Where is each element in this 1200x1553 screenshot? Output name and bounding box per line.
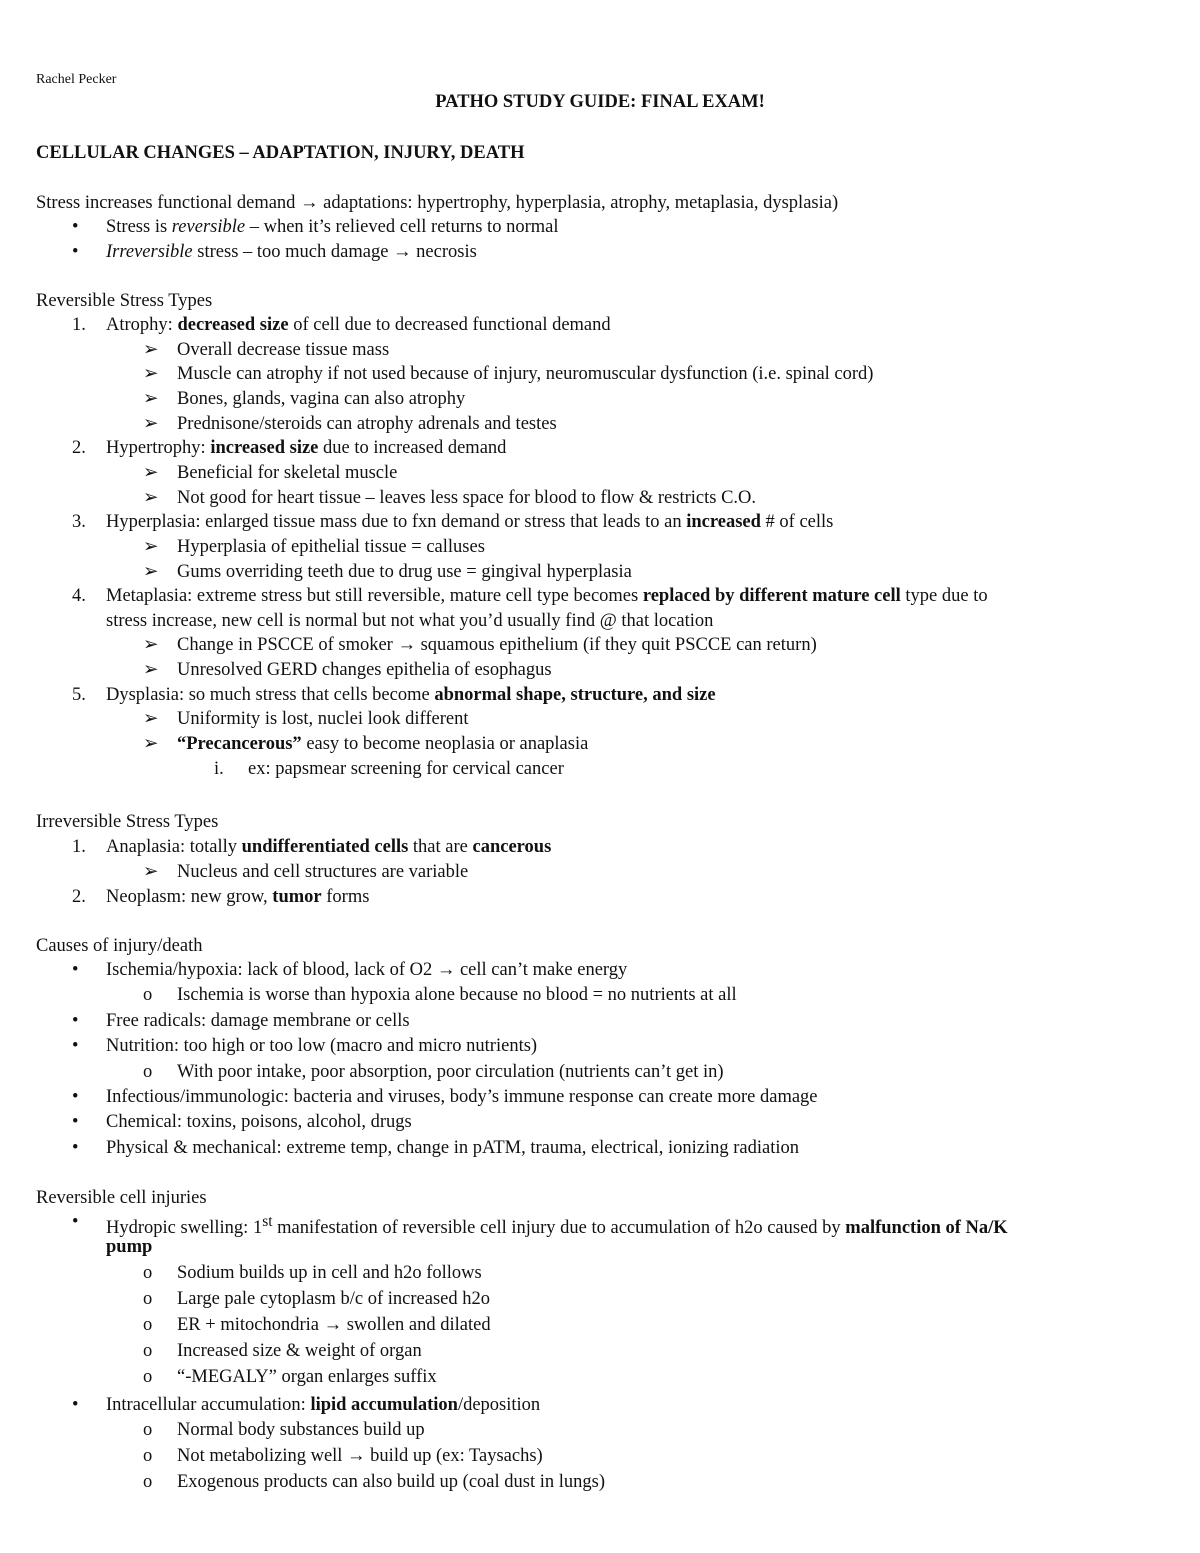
reversible-type-item: Dysplasia: so much stress that cells become abnormal shape, structure, and size: [106, 684, 716, 705]
cause-item: Infectious/immunologic: bacteria and viruses, body’s immune response can create more damage: [106, 1087, 818, 1107]
list-marker: 2.: [72, 438, 86, 459]
list-marker: •: [72, 960, 79, 980]
list-marker: o: [143, 1367, 153, 1387]
list-marker: ➢: [143, 862, 159, 882]
reversible-type-item: Unresolved GERD changes epithelia of esophagus: [177, 660, 552, 681]
list-marker: 5.: [72, 684, 86, 705]
reversible-type-item: Bones, glands, vagina can also atrophy: [177, 388, 466, 409]
list-marker: o: [143, 1315, 153, 1335]
list-marker: o: [143, 1472, 153, 1492]
list-marker: ➢: [143, 561, 159, 582]
intro-bullet: Stress is reversible – when it’s relieved cell returns to normal: [106, 217, 559, 237]
list-marker: ➢: [143, 487, 159, 508]
list-marker: •: [72, 1087, 79, 1107]
subsection-heading: Reversible cell injuries: [36, 1188, 207, 1208]
list-marker: ➢: [143, 462, 159, 483]
reversible-type-item: ex: papsmear screening for cervical cancer: [248, 758, 564, 779]
reversible-type-item: “Precancerous” easy to become neoplasia or anaplasia: [177, 734, 589, 755]
list-marker: •: [72, 1036, 79, 1057]
reversible-type-item: Not good for heart tissue – leaves less space for blood to flow & restricts C.O.: [177, 487, 757, 508]
reversible-injury-item: Normal body substances build up: [177, 1420, 425, 1440]
list-marker: ➢: [143, 709, 159, 730]
reversible-type-item: Metaplasia: extreme stress but still reversible, mature cell type becomes replaced by different mature cell type due to: [106, 586, 988, 607]
reversible-injury-item: Intracellular accumulation: lipid accumulation/deposition: [106, 1395, 541, 1415]
reversible-type-item: Atrophy: decreased size of cell due to decreased functional demand: [106, 315, 611, 335]
irreversible-type-item: Nucleus and cell structures are variable: [177, 862, 469, 882]
reversible-injury-item: Sodium builds up in cell and h2o follows: [177, 1263, 482, 1283]
list-marker: o: [143, 1263, 153, 1283]
irreversible-type-item: Neoplasm: new grow, tumor forms: [106, 887, 370, 907]
list-marker: •: [72, 1212, 79, 1232]
list-marker: •: [72, 1137, 79, 1158]
list-marker: i.: [214, 758, 224, 779]
intro-text: Stress increases functional demand → adaptations: hypertrophy, hyperplasia, atrophy, metaplasia, dysplasia): [36, 193, 839, 213]
list-marker: ➢: [143, 364, 159, 385]
list-marker: ➢: [143, 734, 159, 755]
subsection-heading: Irreversible Stress Types: [36, 812, 219, 832]
reversible-type-item: Muscle can atrophy if not used because of injury, neuromuscular dysfunction (i.e. spinal cord): [177, 364, 874, 385]
list-marker: ➢: [143, 536, 159, 557]
list-marker: •: [72, 242, 79, 262]
cause-item: Nutrition: too high or too low (macro and micro nutrients): [106, 1036, 538, 1057]
list-marker: o: [143, 1289, 153, 1309]
reversible-injury-item: ER + mitochondria → swollen and dilated: [177, 1315, 491, 1335]
reversible-type-item: Prednisone/steroids can atrophy adrenals and testes: [177, 413, 557, 434]
list-marker: o: [143, 1061, 153, 1082]
list-marker: ➢: [143, 388, 159, 409]
reversible-injury-item: Hydropic swelling: 1st manifestation of reversible cell injury due to accumulation of h2o caused by malfunction of Na/K: [106, 1213, 1008, 1239]
list-marker: ➢: [143, 339, 159, 360]
reversible-type-item: Gums overriding teeth due to drug use = gingival hyperplasia: [177, 561, 632, 582]
reversible-injury-item: pump: [106, 1237, 153, 1257]
list-marker: •: [72, 217, 79, 237]
list-marker: 4.: [72, 586, 86, 607]
author-name: Rachel Pecker: [36, 72, 117, 87]
list-marker: o: [143, 985, 153, 1006]
reversible-type-item: Uniformity is lost, nuclei look different: [177, 709, 469, 730]
cause-item: Ischemia is worse than hypoxia alone because no blood = no nutrients at all: [177, 985, 737, 1006]
cause-item: Ischemia/hypoxia: lack of blood, lack of O2 → cell can’t make energy: [106, 960, 628, 980]
list-marker: o: [143, 1420, 153, 1440]
reversible-injury-item: Large pale cytoplasm b/c of increased h2o: [177, 1289, 491, 1309]
reversible-injury-item: Exogenous products can also build up (coal dust in lungs): [177, 1472, 606, 1492]
reversible-type-item: Overall decrease tissue mass: [177, 339, 390, 360]
irreversible-type-item: Anaplasia: totally undifferentiated cells that are cancerous: [106, 837, 552, 857]
reversible-type-item: Beneficial for skeletal muscle: [177, 462, 398, 483]
reversible-type-item: stress increase, new cell is normal but not what you’d usually find @ that location: [106, 610, 714, 631]
page-title: PATHO STUDY GUIDE: FINAL EXAM!: [435, 92, 765, 112]
cause-item: Physical & mechanical: extreme temp, change in pATM, trauma, electrical, ionizing radiation: [106, 1137, 799, 1158]
list-marker: ➢: [143, 660, 159, 681]
subsection-heading: Causes of injury/death: [36, 936, 203, 956]
list-marker: 1.: [72, 837, 86, 857]
subsection-heading: Reversible Stress Types: [36, 291, 213, 311]
reversible-injury-item: Increased size & weight of organ: [177, 1341, 422, 1361]
list-marker: 3.: [72, 512, 86, 533]
list-marker: o: [143, 1341, 153, 1361]
reversible-type-item: Hyperplasia: enlarged tissue mass due to fxn demand or stress that leads to an increased # of cells: [106, 512, 834, 533]
cause-item: Free radicals: damage membrane or cells: [106, 1010, 410, 1031]
section-heading: CELLULAR CHANGES – ADAPTATION, INJURY, DEATH: [36, 143, 525, 163]
intro-bullet: Irreversible stress – too much damage → necrosis: [106, 242, 477, 262]
list-marker: •: [72, 1112, 79, 1133]
reversible-type-item: Change in PSCCE of smoker → squamous epithelium (if they quit PSCCE can return): [177, 635, 817, 656]
list-marker: ➢: [143, 413, 159, 434]
list-marker: o: [143, 1446, 153, 1466]
reversible-type-item: Hypertrophy: increased size due to increased demand: [106, 438, 507, 459]
list-marker: 2.: [72, 887, 86, 907]
list-marker: •: [72, 1395, 79, 1415]
list-marker: ➢: [143, 635, 159, 656]
list-marker: 1.: [72, 315, 86, 335]
reversible-injury-item: “-MEGALY” organ enlarges suffix: [177, 1367, 437, 1387]
reversible-type-item: Hyperplasia of epithelial tissue = calluses: [177, 536, 485, 557]
reversible-injury-item: Not metabolizing well → build up (ex: Taysachs): [177, 1446, 543, 1466]
list-marker: •: [72, 1010, 79, 1031]
cause-item: With poor intake, poor absorption, poor circulation (nutrients can’t get in): [177, 1061, 724, 1082]
cause-item: Chemical: toxins, poisons, alcohol, drugs: [106, 1112, 412, 1133]
